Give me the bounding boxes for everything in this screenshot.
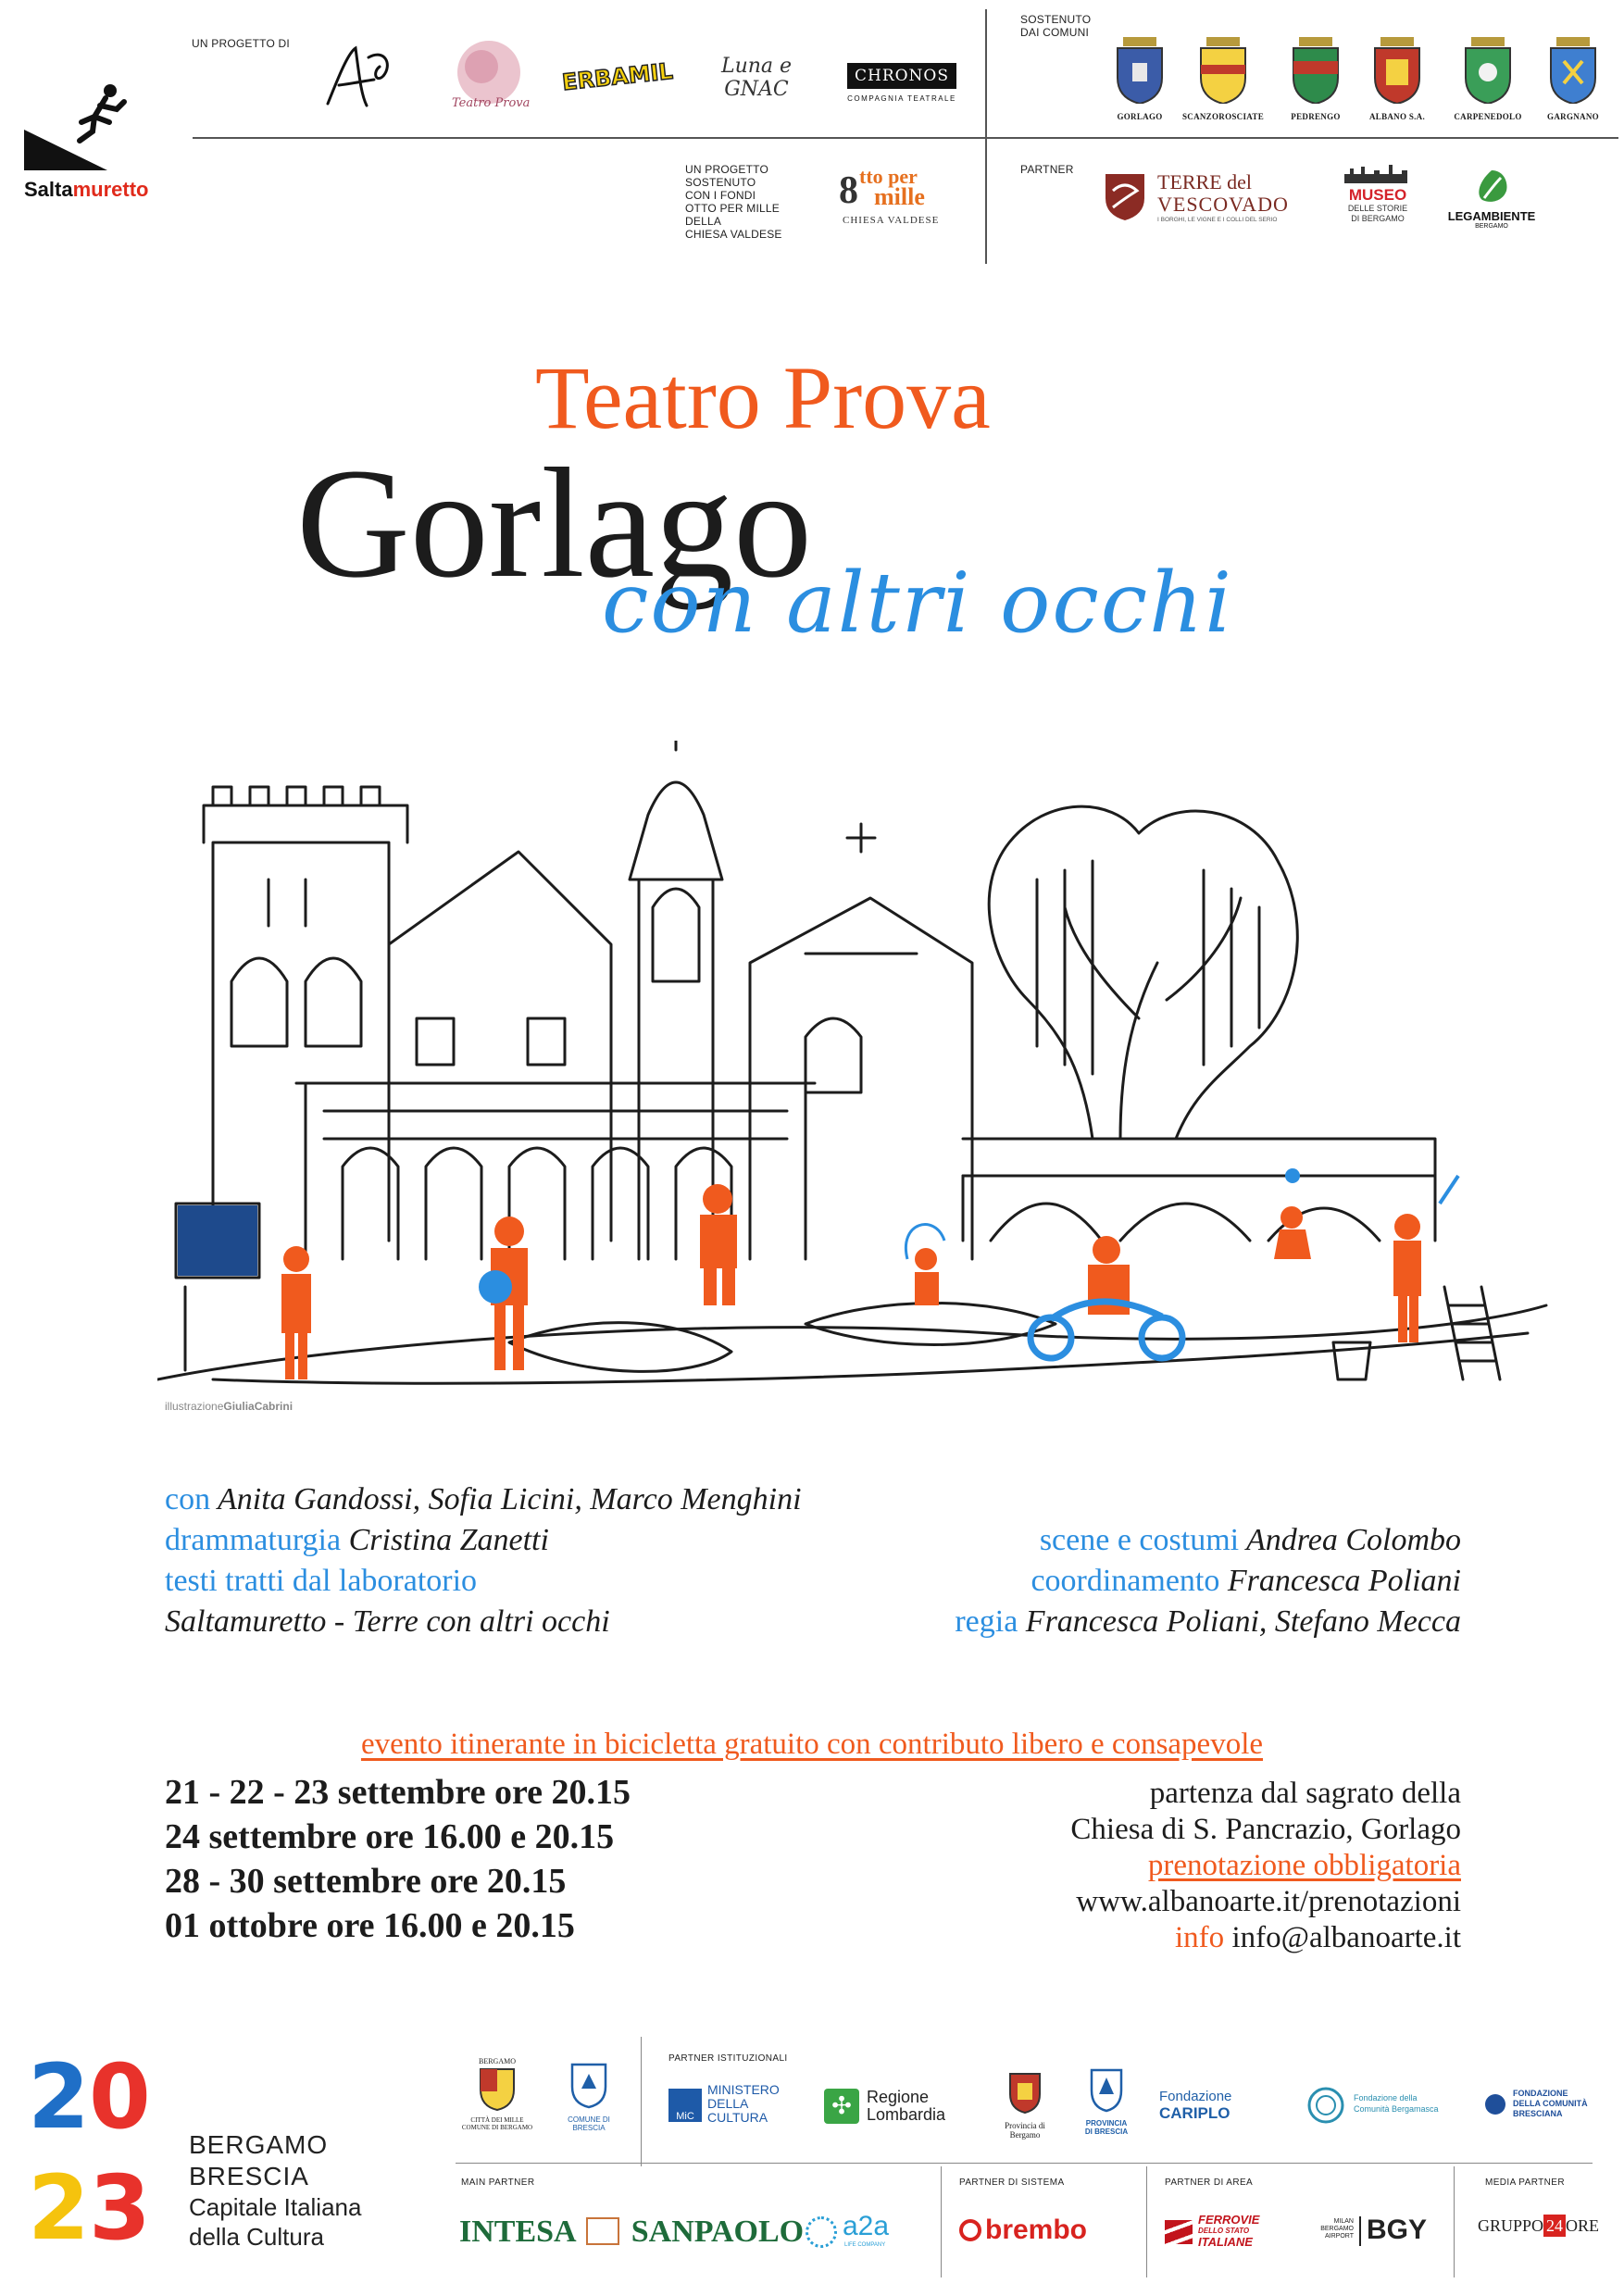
crest-gorlago-icon <box>1114 37 1166 104</box>
teatro-prova-logo <box>426 35 546 123</box>
crest-pedrengo-icon <box>1290 37 1342 104</box>
event-banner: evento itinerante in bicicletta gratuito con contributo libero e consapevole <box>360 1728 1264 1761</box>
commune-name: CARPENEDOLO <box>1454 112 1522 121</box>
commune-name: GARGNANO <box>1547 112 1599 121</box>
crest-scanzorosciate-icon <box>1197 37 1249 104</box>
date-line: 21 - 22 - 23 settembre ore 20.15 <box>165 1773 631 1812</box>
area-partner-label: PARTNER DI AREA <box>1165 2177 1254 2188</box>
brembo-logo: brembo <box>959 2215 1107 2252</box>
title-con-altri-occhi: con altri occhi <box>602 555 1233 652</box>
fondazione-comunita-bresciana-logo: FONDAZIONE DELLA COMUNITÀ BRESCIANA <box>1485 2085 1615 2131</box>
date-line: 24 settembre ore 16.00 e 20.15 <box>165 1817 615 1856</box>
credit-regia: regia Francesca Poliani, Stefano Mecca <box>955 1604 1461 1639</box>
chronos-logo: CHRONOS COMPAGNIA TEATRALE <box>846 50 957 115</box>
title-teatro-prova: Teatro Prova <box>535 348 991 447</box>
title-gorlago: Gorlago <box>296 436 813 610</box>
comune-brescia-logo: COMUNE DI BRESCIA <box>552 2061 626 2153</box>
brush-icon <box>1440 1176 1458 1204</box>
venue-line: Chiesa di S. Pancrazio, Gorlago <box>1070 1813 1461 1846</box>
fcb-circle-icon <box>1305 2085 1346 2126</box>
legambiente-logo: LEGAMBIENTE BERGAMO <box>1441 168 1543 233</box>
bgy-airport-logo: MILAN BERGAMO AIRPORT BGY <box>1320 2215 1428 2245</box>
ferrovie-logo: FERROVIE DELLO STATO ITALIANE <box>1165 2213 1304 2253</box>
funds-label: UN PROGETTO SOSTENUTO CON I FONDI OTTO PER MILLE DELLA CHIESA VALDESE <box>685 163 782 241</box>
terre-del-vescovado-logo: TERRE del VESCOVADO I BORGHI, LE VIGNE E I COLLI DEL SERIO <box>1102 167 1324 231</box>
mic-logo: MiC MINISTERO DELLA CULTURA <box>668 2083 798 2129</box>
a2a-logo: a2a LIFE COMPANY <box>806 2211 907 2257</box>
legambiente-leaf-icon <box>1473 168 1510 206</box>
people-figures <box>281 1184 1421 1379</box>
footer-divider-vertical <box>941 2166 942 2277</box>
event-venue <box>833 1776 1461 1956</box>
provincia-bergamo-logo: Provincia di Bergamo <box>993 2070 1057 2153</box>
teatro-prova-text: Teatro Prova <box>452 96 531 110</box>
crest-albano-icon <box>1371 37 1423 104</box>
credit-coordinamento: coordinamento Francesca Poliani <box>1031 1564 1461 1598</box>
comune-bergamo-logo: BERGAMO CITTÀ DEI MILLE COMUNE DI BERGAMO <box>461 2057 533 2131</box>
luna-gnac-logo: Luna e GNAC <box>720 55 793 101</box>
booking-notice: prenotazione obbligatoria <box>1147 1849 1461 1882</box>
intesa-sanpaolo-logo: INTESA SANPAOLO <box>459 2215 805 2249</box>
footer-divider-vertical <box>1454 2166 1455 2277</box>
credit-testi: testi tratti dal laboratorio <box>165 1564 478 1598</box>
commune-name: GORLAGO <box>1117 112 1163 121</box>
museo-logo: MUSEO DELLE STORIE DI BERGAMO <box>1339 165 1417 239</box>
bergamo-shield-icon <box>477 2065 518 2112</box>
event-dates <box>165 1770 631 1948</box>
communes-label: SOSTENUTO DAI COMUNI <box>1020 13 1092 39</box>
gruppo-24-ore-logo: GRUPPO 24 ORE <box>1478 2216 1600 2235</box>
capital-text: BERGAMO BRESCIA Capitale Italiana della Cultura <box>189 2130 362 2251</box>
blackboard-icon <box>178 1205 257 1276</box>
brescia-shield-icon <box>568 2061 609 2111</box>
footer-divider-vertical <box>1146 2166 1147 2277</box>
fcbs-dot-icon <box>1485 2094 1505 2115</box>
museo-skyline-icon <box>1343 165 1413 183</box>
fs-stripe-icon <box>1165 2220 1193 2244</box>
date-line: 01 ottobre ore 16.00 e 20.15 <box>165 1906 575 1945</box>
saltamuretto-figure-icon <box>20 78 169 180</box>
footer-divider-horizontal <box>456 2163 1593 2164</box>
main-partner-label: MAIN PARTNER <box>461 2177 535 2188</box>
date-line: 28 - 30 settembre ore 20.15 <box>165 1862 567 1901</box>
project-label: UN PROGETTO DI <box>192 37 290 50</box>
credit-laboratorio: Saltamuretto - Terre con altri occhi <box>165 1604 610 1639</box>
illustration-credit: illustrazioneGiuliaCabrini <box>165 1400 294 1413</box>
header-divider-horizontal <box>193 137 1618 139</box>
backpack-icon <box>479 1270 512 1304</box>
partner-label: PARTNER <box>1020 163 1074 176</box>
info-line: info info@albanoarte.it <box>1175 1921 1461 1954</box>
brand-salta: Salta <box>24 178 73 201</box>
credit-drammaturgia: drammaturgia Cristina Zanetti <box>165 1523 549 1557</box>
booking-link[interactable]: www.albanoarte.it/prenotazioni <box>1076 1885 1461 1918</box>
capital-2023-logo: 2 0 2 3 <box>28 2045 151 2260</box>
commune-name: ALBANO S.A. <box>1368 112 1426 121</box>
provincia-brescia-logo: PROVINCIA DI BRESCIA <box>1074 2066 1139 2155</box>
ao-logo <box>311 39 404 122</box>
intesa-bridge-icon <box>586 2217 619 2245</box>
vescovado-shield-icon <box>1102 170 1148 222</box>
info-email[interactable]: info@albanoarte.it <box>1231 1921 1461 1954</box>
fondazione-cariplo-logo: Fondazione CARIPLO <box>1159 2089 1232 2122</box>
credit-con: con Anita Gandossi, Sofia Licini, Marco Menghini <box>165 1482 802 1516</box>
credits-right <box>815 1520 1461 1642</box>
ball-icon <box>1285 1168 1300 1183</box>
regione-lombardia-logo: ✣ Regione Lombardia <box>824 2087 972 2128</box>
provincia-bergamo-shield-icon <box>1006 2070 1043 2116</box>
media-partner-label: MEDIA PARTNER <box>1485 2177 1565 2188</box>
crest-carpenedolo-icon <box>1462 37 1514 104</box>
brembo-ring-icon <box>959 2219 981 2241</box>
brand-muretto: muretto <box>72 178 149 201</box>
institutional-label: PARTNER ISTITUZIONALI <box>668 2053 788 2064</box>
credit-scene: scene e costumi Andrea Colombo <box>1039 1523 1461 1557</box>
footer-divider-vertical <box>641 2037 642 2166</box>
lombardia-rose-icon: ✣ <box>824 2089 859 2124</box>
otto-per-mille-logo: 8 tto per mille CHIESA VALDESE <box>839 165 940 226</box>
erbamil-logo: ERBAMIL <box>560 57 675 96</box>
town-illustration <box>157 741 1565 1389</box>
saltamuretto-logo <box>20 78 169 207</box>
venue-line: partenza dal sagrato della <box>1149 1777 1461 1810</box>
a2a-circle-icon <box>806 2216 837 2248</box>
system-partner-label: PARTNER DI SISTEMA <box>959 2177 1065 2188</box>
commune-name: PEDRENGO <box>1291 112 1341 121</box>
crest-gargnano-icon <box>1547 37 1599 104</box>
commune-name: SCANZOROSCIATE <box>1181 112 1265 121</box>
fondazione-comunita-bergamasca-logo: Fondazione della Comunità Bergamasca <box>1305 2085 1454 2131</box>
provincia-brescia-shield-icon <box>1088 2066 1125 2115</box>
